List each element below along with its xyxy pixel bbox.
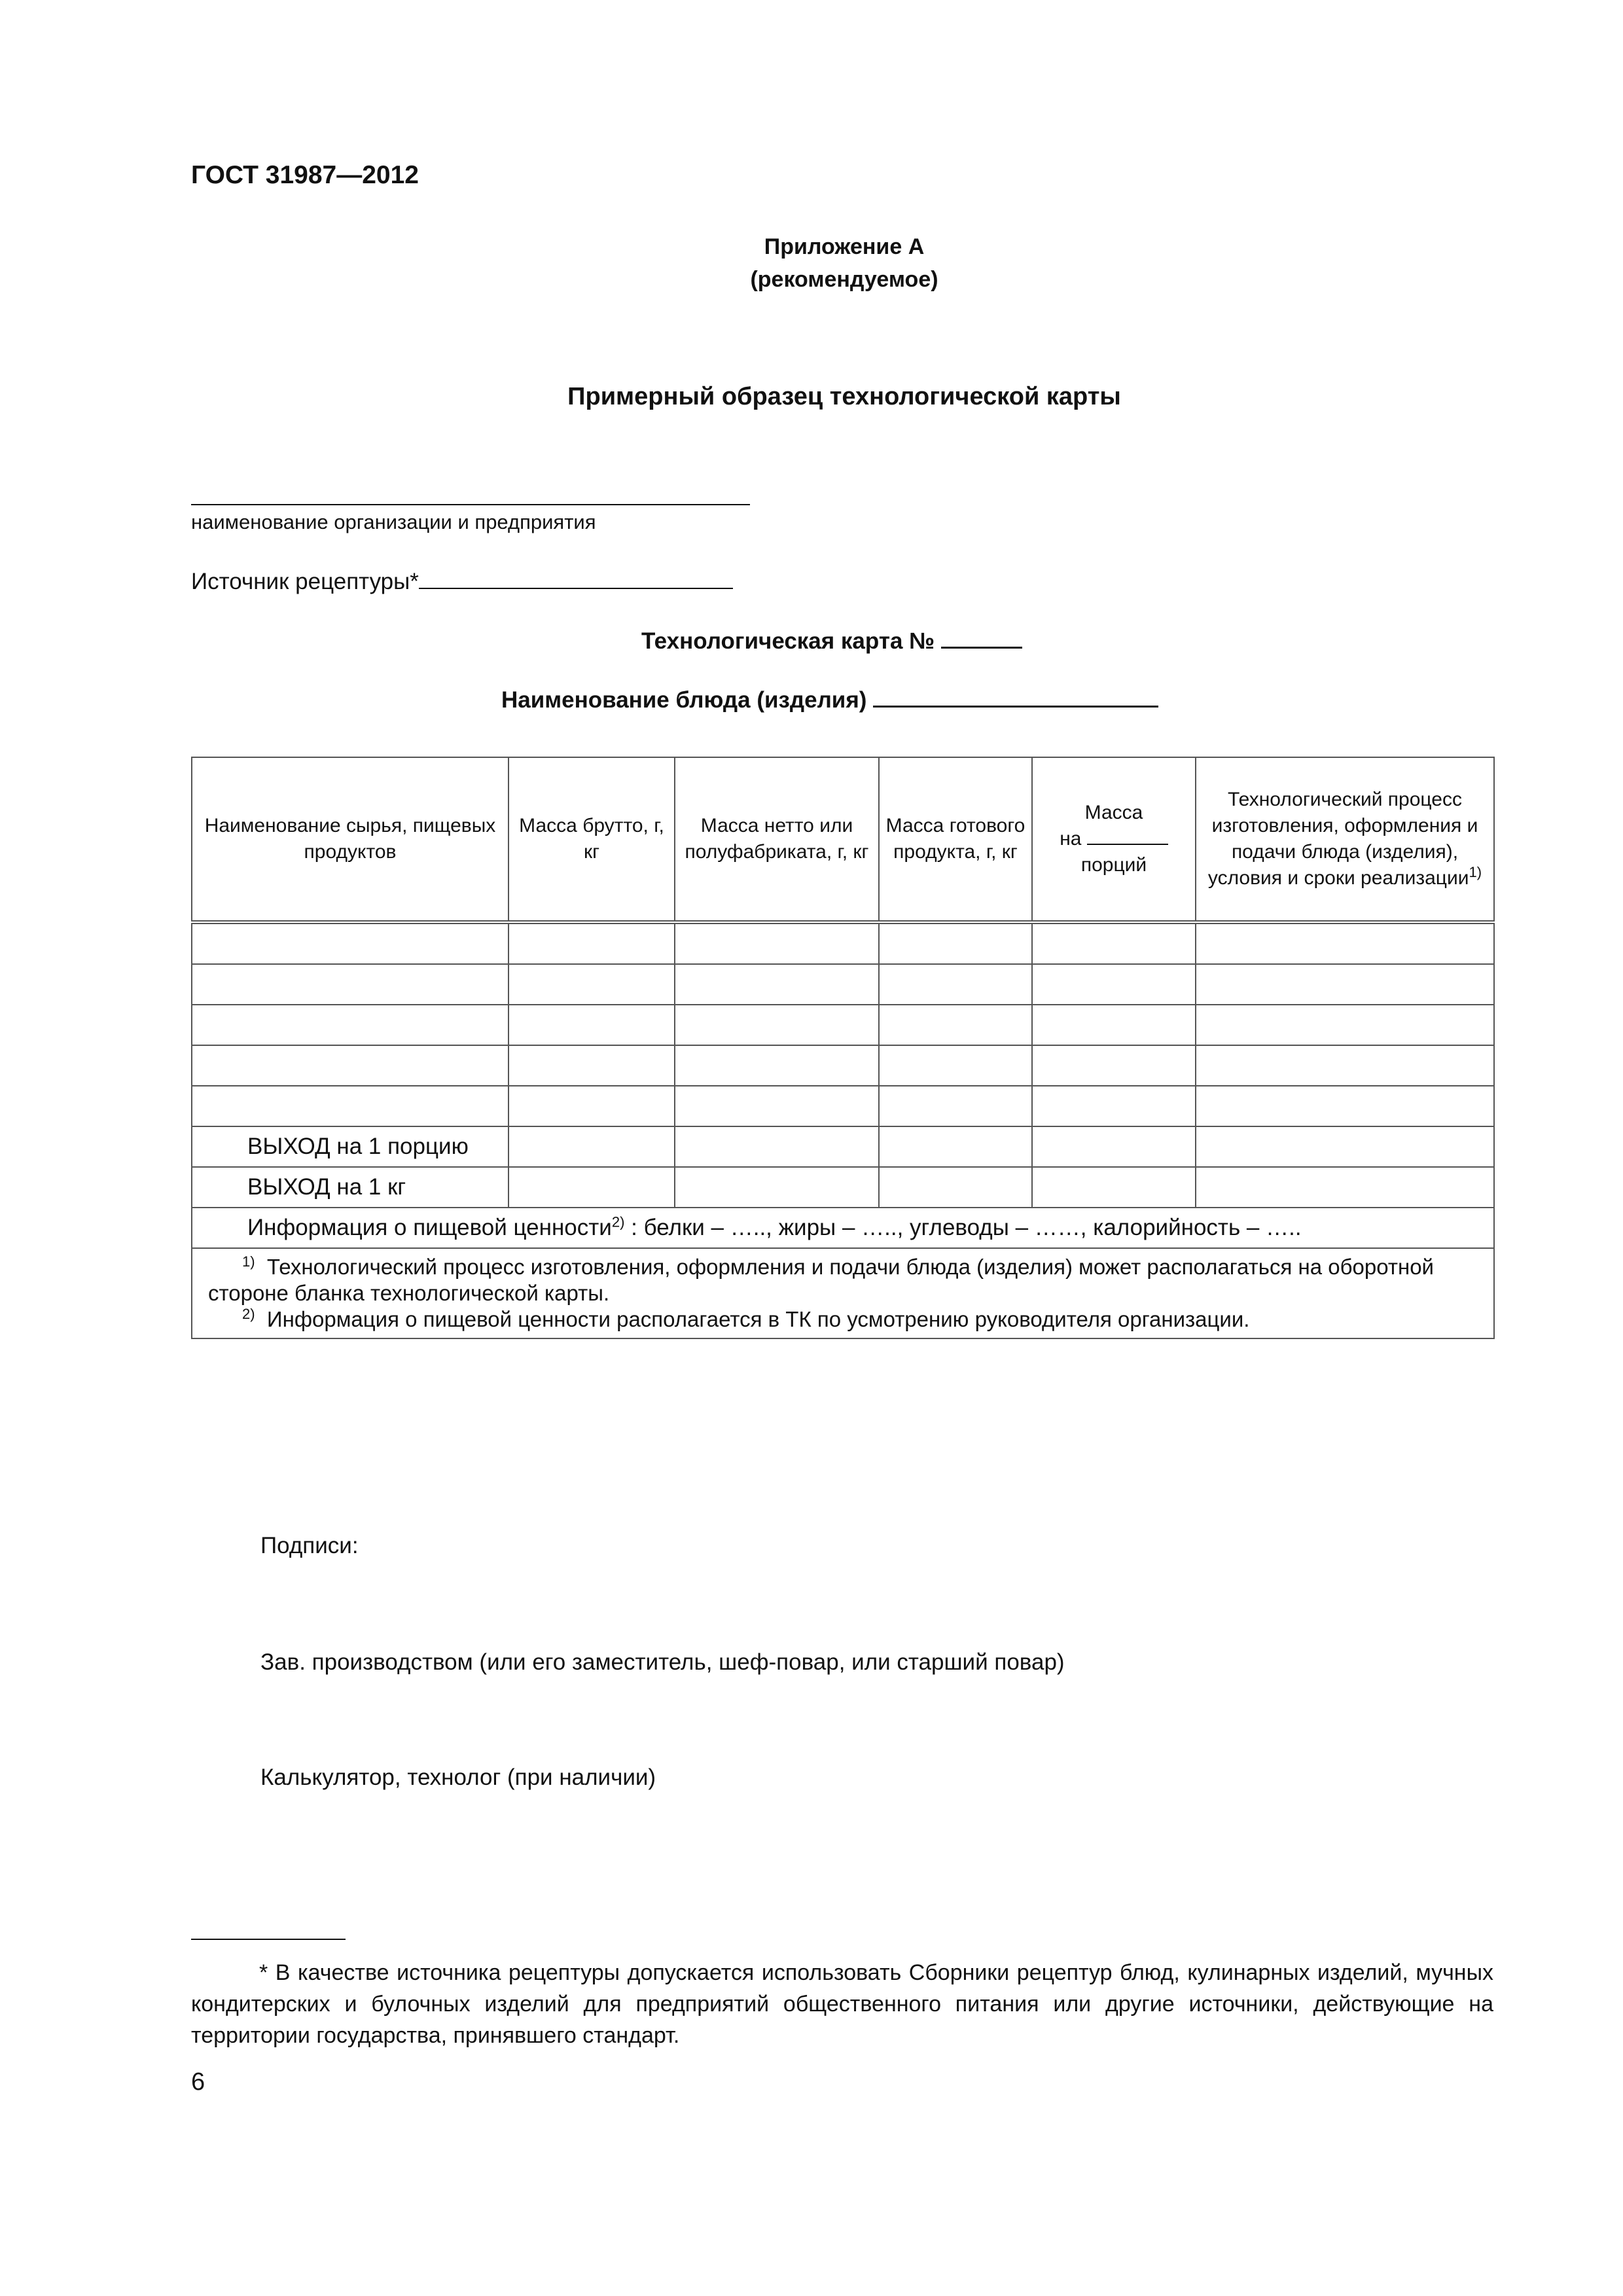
recipe-source-label: Источник рецептуры* [191, 569, 419, 594]
col-gross-mass: Масса брутто, г, кг [508, 757, 675, 922]
col-tech-process: Технологический процесс изготовления, оформления и подачи блюда (изделия), условия и сроки реализации$^{1)}$ [1196, 757, 1494, 922]
nutrition-info: Информация о пищевой ценности$^{2)}$ : белки – ….., жиры – ….., углеводы – ……, калорийность – ….. [192, 1208, 1494, 1248]
note-1: $^{1)}$ Технологический процесс изготовления, оформления и подачи блюда (изделия) может располагаться на оборотной стороне бланка технологической карты. [208, 1253, 1434, 1305]
col-net-mass: Масса нетто или полуфабриката, г, кг [675, 757, 879, 922]
recipe-source-field[interactable] [419, 568, 733, 589]
signature-production-head: Зав. производством (или его заместитель, шеф-повар, или старший повар) [260, 1649, 1065, 1675]
yield-portion-label: ВЫХОД на 1 порцию [192, 1126, 508, 1167]
tech-card-label: Технологическая карта № [641, 628, 935, 654]
col-finished-mass: Масса готового продукта, г, кг [879, 757, 1032, 922]
tech-card-table [191, 757, 1495, 1339]
table-notes [192, 1248, 1494, 1338]
footnote: * В качестве источника рецептуры допускается использовать Сборники рецептур блюд, кулинарных изделий, мучных кондитерских и булочных изделий для предприятий общественного питания или другие источники, действующие на территории государства, принявшего стандарт. [191, 1960, 1493, 2048]
yield-kg-row [192, 1167, 1494, 1208]
col-raw-materials: Наименование сырья, пищевых продуктов [192, 757, 508, 922]
dish-name-field[interactable] [873, 685, 1158, 708]
footnote-divider [191, 1939, 346, 1940]
recipe-source [191, 568, 733, 595]
appendix-status: (рекомендуемое) [750, 267, 938, 292]
note-2: $^{2)}$ Информация о пищевой ценности располагается в ТК по усмотрению руководителя организации. [242, 1306, 1250, 1331]
table-row [192, 964, 1494, 1005]
yield-portion-row [192, 1126, 1494, 1167]
dish-name-label: Наименование блюда (изделия) [501, 687, 867, 713]
table-row [192, 1045, 1494, 1086]
col-portions-mass: Масса на порций [1032, 757, 1196, 922]
tech-card-number-field[interactable] [941, 626, 1022, 649]
portions-count-field[interactable] [1087, 827, 1168, 845]
standard-code: ГОСТ 31987—2012 [191, 161, 419, 189]
table-row [192, 922, 1494, 964]
organization-line[interactable] [191, 504, 750, 505]
appendix-heading [0, 230, 1623, 296]
dish-name [501, 685, 1158, 713]
yield-kg-label: ВЫХОД на 1 кг [192, 1167, 508, 1208]
signatures-heading: Подписи: [260, 1533, 359, 1558]
table-row [192, 1086, 1494, 1126]
table-row [192, 1005, 1494, 1045]
page-number: 6 [191, 2068, 205, 2096]
organization-caption: наименование организации и предприятия [191, 511, 596, 533]
signature-technologist: Калькулятор, технолог (при наличии) [260, 1765, 656, 1790]
appendix-title: Приложение А [764, 234, 925, 259]
document-title: Примерный образец технологической карты [567, 383, 1121, 410]
tech-card-number [641, 626, 1022, 655]
nutrition-row [192, 1208, 1494, 1248]
table-header-row [192, 757, 1494, 922]
notes-row [192, 1248, 1494, 1338]
